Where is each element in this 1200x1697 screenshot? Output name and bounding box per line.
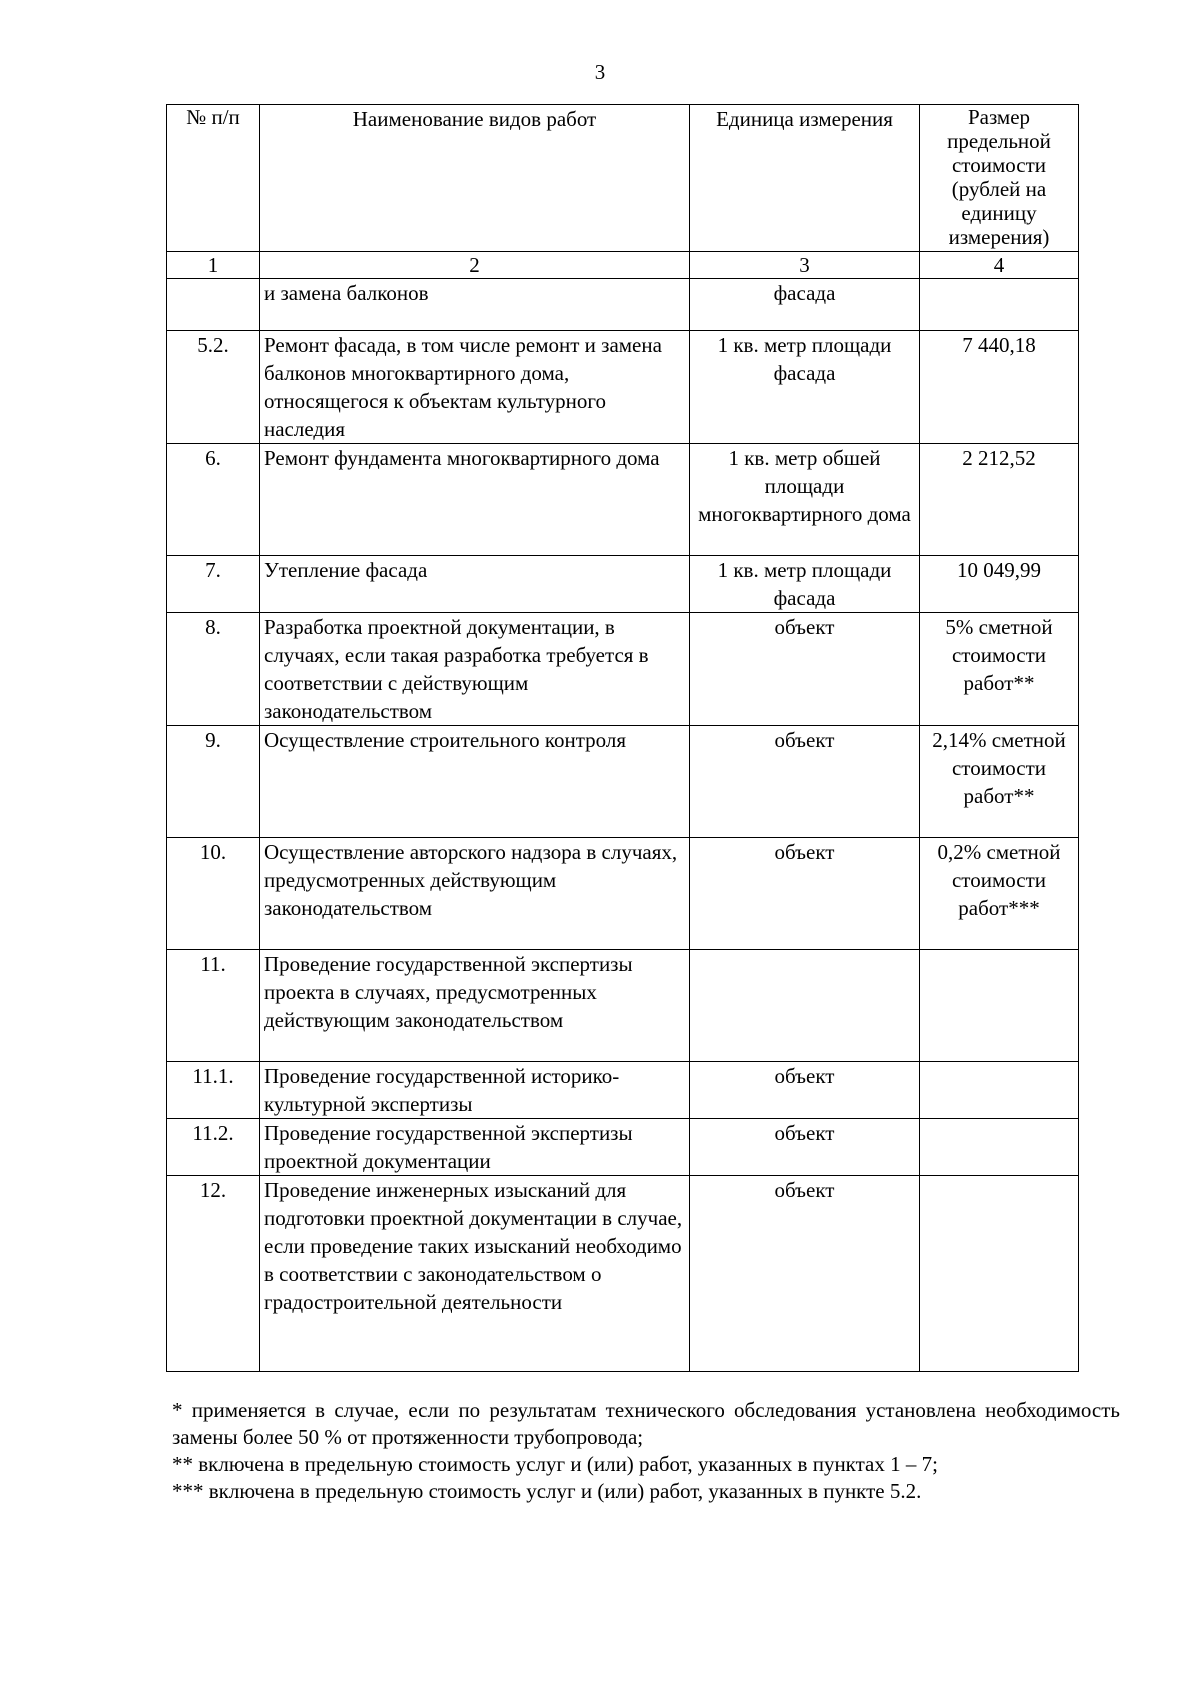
footnote: * применяется в случае, если по результатам технического обследования установлена необходимость замены более 50 % от протяженности трубопровода; xyxy=(172,1398,1120,1449)
row-number: 6. xyxy=(167,444,260,556)
row-number: 10. xyxy=(167,838,260,950)
row-unit: объект xyxy=(690,1119,920,1176)
column-number: 4 xyxy=(920,252,1079,279)
row-work-name: Утепление фасада xyxy=(260,556,690,613)
row-work-name: Проведение государственной экспертизы проекта в случаях, предусмотренных действующим законодательством xyxy=(260,950,690,1062)
row-number: 12. xyxy=(167,1176,260,1372)
footnotes xyxy=(172,1397,1120,1505)
row-work-name: Ремонт фасада, в том числе ремонт и замена балконов многоквартирного дома, относящегося к объектам культурного наследия xyxy=(260,331,690,444)
row-cost: 2 212,52 xyxy=(920,444,1079,556)
row-unit: объект xyxy=(690,1176,920,1372)
row-cost: 5% сметной стоимости работ** xyxy=(920,613,1079,726)
header-number: № п/п xyxy=(167,105,260,252)
row-unit: объект xyxy=(690,838,920,950)
header-max-cost: Размер предельной стоимости (рублей на единицу измерения) xyxy=(920,105,1079,252)
table-row xyxy=(167,1176,1079,1372)
row-unit: 1 кв. метр площади фасада xyxy=(690,331,920,444)
row-work-name: Проведение государственной историко-культурной экспертизы xyxy=(260,1062,690,1119)
row-unit: 1 кв. метр обшей площади многоквартирного дома xyxy=(690,444,920,556)
row-cost xyxy=(920,1119,1079,1176)
row-work-name: Разработка проектной документации, в случаях, если такая разработка требуется в соответствии с действующим законодательством xyxy=(260,613,690,726)
table-row xyxy=(167,279,1079,331)
row-cost xyxy=(920,1062,1079,1119)
row-number: 11.1. xyxy=(167,1062,260,1119)
table-row xyxy=(167,726,1079,838)
row-unit: объект xyxy=(690,1062,920,1119)
column-number: 3 xyxy=(690,252,920,279)
table-row xyxy=(167,444,1079,556)
header-work-name: Наименование видов работ xyxy=(260,105,690,252)
row-work-name: и замена балконов xyxy=(260,279,690,331)
table-row xyxy=(167,950,1079,1062)
table-row xyxy=(167,556,1079,613)
row-cost: 7 440,18 xyxy=(920,331,1079,444)
table-row xyxy=(167,1119,1079,1176)
row-work-name: Осуществление строительного контроля xyxy=(260,726,690,838)
table-row xyxy=(167,331,1079,444)
row-cost xyxy=(920,1176,1079,1372)
row-work-name: Проведение государственной экспертизы проектной документации xyxy=(260,1119,690,1176)
row-unit xyxy=(690,950,920,1062)
row-number xyxy=(167,279,260,331)
footnote: *** включена в предельную стоимость услуг и (или) работ, указанных в пункте 5.2. xyxy=(172,1479,922,1503)
works-cost-table xyxy=(166,104,1079,1372)
row-unit: объект xyxy=(690,726,920,838)
row-number: 11. xyxy=(167,950,260,1062)
column-numbers-row xyxy=(167,252,1079,279)
column-number: 1 xyxy=(167,252,260,279)
row-cost: 2,14% сметной стоимости работ** xyxy=(920,726,1079,838)
row-number: 8. xyxy=(167,613,260,726)
table-row xyxy=(167,1062,1079,1119)
row-cost: 10 049,99 xyxy=(920,556,1079,613)
column-number: 2 xyxy=(260,252,690,279)
table-header-row xyxy=(167,105,1079,252)
row-cost xyxy=(920,950,1079,1062)
page-number: 3 xyxy=(594,60,606,84)
row-cost xyxy=(920,279,1079,331)
header-unit: Единица измерения xyxy=(690,105,920,252)
row-work-name: Ремонт фундамента многоквартирного дома xyxy=(260,444,690,556)
row-unit: фасада xyxy=(690,279,920,331)
row-number: 11.2. xyxy=(167,1119,260,1176)
table-row xyxy=(167,838,1079,950)
table-row xyxy=(167,613,1079,726)
row-number: 5.2. xyxy=(167,331,260,444)
footnote: ** включена в предельную стоимость услуг и (или) работ, указанных в пунктах 1 – 7; xyxy=(172,1452,938,1476)
row-work-name: Осуществление авторского надзора в случаях, предусмотренных действующим законодательством xyxy=(260,838,690,950)
row-work-name: Проведение инженерных изысканий для подготовки проектной документации в случае, если проведение таких изысканий необходимо в соответствии с законодательством о градостроительной деятельности xyxy=(260,1176,690,1372)
row-unit: 1 кв. метр площади фасада xyxy=(690,556,920,613)
row-number: 7. xyxy=(167,556,260,613)
row-cost: 0,2% сметной стоимости работ*** xyxy=(920,838,1079,950)
row-unit: объект xyxy=(690,613,920,726)
row-number: 9. xyxy=(167,726,260,838)
